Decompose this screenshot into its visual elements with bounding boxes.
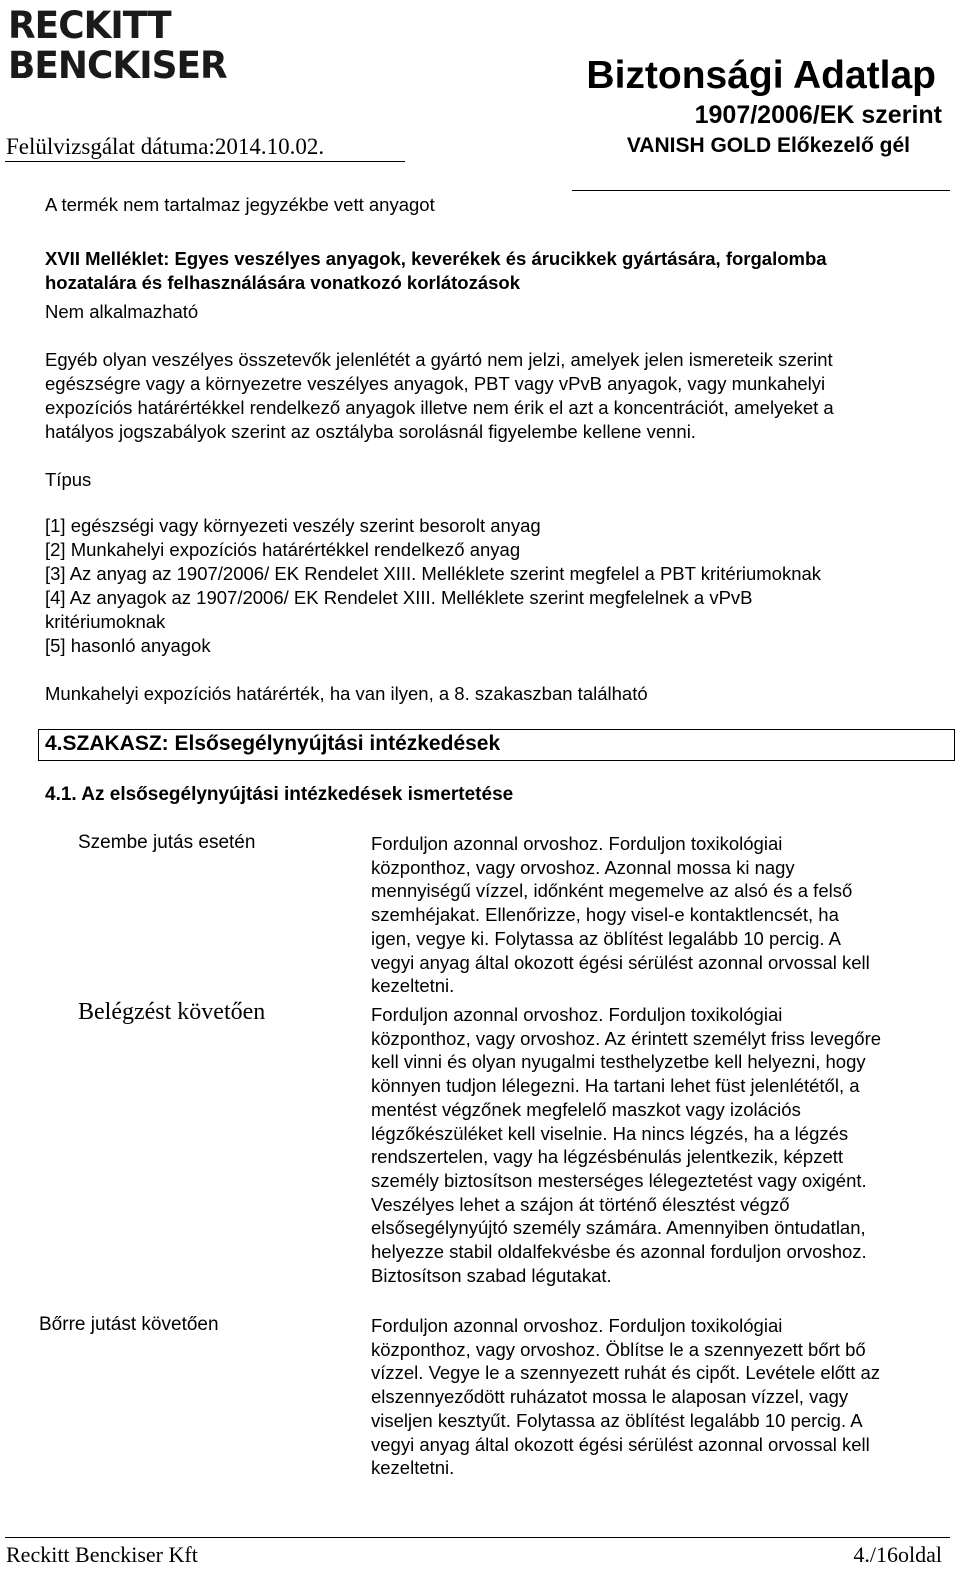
type-item: [2] Munkahelyi expozíciós határértékkel rendelkező anyag bbox=[45, 539, 521, 560]
inhalation-label: Belégzést követően bbox=[78, 999, 266, 1025]
product-name: VANISH GOLD Előkezelő gél bbox=[626, 134, 910, 157]
section-4-title: 4.SZAKASZ: Elsősegélynyújtási intézkedések bbox=[45, 732, 501, 755]
measure-line: vegyi anyag által okozott égési sérülést azonnal orvossal kell bbox=[371, 951, 870, 973]
measure-line: helyezze stabil oldalfekvésbe és azonnal forduljon orvoshoz. bbox=[371, 1241, 867, 1263]
revision-date: Felülvizsgálat dátuma:2014.10.02. bbox=[6, 134, 325, 159]
company-logo bbox=[8, 6, 233, 88]
measure-line: légzőkészüléket kell viselnie. Ha nincs légzés, ha a légzés bbox=[371, 1122, 849, 1144]
measure-line: igen, vegye ki. Folytassa az öblítést legalább 10 percig. A bbox=[371, 927, 841, 949]
measure-line: központhoz, vagy orvoshoz. Öblítse le a szennyezett bőrt bő bbox=[371, 1338, 866, 1360]
measure-line: személy biztosítson mesterséges lélegeztetést vagy oxigént. bbox=[371, 1169, 867, 1191]
measure-line: Veszélyes lehet a szájon át történő élesztést végző bbox=[371, 1193, 790, 1215]
measure-line: Biztosítson szabad légutakat. bbox=[371, 1264, 612, 1286]
type-item: [4] Az anyagok az 1907/2006/ EK Rendelet XIII. Melléklete szerint megfelelnek a vPvB bbox=[45, 587, 753, 608]
measure-line: központhoz, vagy orvoshoz. Az érintett személyt friss levegőre bbox=[371, 1027, 882, 1049]
paragraph-line: Egyéb olyan veszélyes összetevők jelenlétét a gyártó nem jelzi, amelyek jelen ismereteik szerint bbox=[45, 349, 833, 370]
footer-company: Reckitt Benckiser Kft bbox=[6, 1542, 198, 1567]
paragraph-line: expozíciós határértékkel rendelkező anyagok illetve nem érik el azt a koncentrációt, amelyeket a bbox=[45, 397, 834, 418]
skin-contact-label: Bőrre jutást követően bbox=[39, 1314, 219, 1335]
annex-status: Nem alkalmazható bbox=[45, 301, 199, 322]
type-list bbox=[45, 514, 821, 658]
type-heading: Típus bbox=[45, 469, 92, 490]
measure-line: rendszertelen, vagy ha légzésbénulás jelentkezik, képzett bbox=[371, 1146, 844, 1168]
measure-line: mentést végzőnek megfelelő maszkot vagy izolációs bbox=[371, 1098, 801, 1120]
measure-line: Forduljon azonnal orvoshoz. Forduljon toxikológiai bbox=[371, 1315, 783, 1336]
measure-line: kezeltetni. bbox=[371, 975, 455, 997]
logo-line-1: RECKITT bbox=[8, 4, 171, 47]
type-item: kritériumoknak bbox=[45, 611, 166, 632]
measure-line: Forduljon azonnal orvoshoz. Forduljon toxikológiai bbox=[371, 833, 783, 854]
header-divider-left bbox=[5, 161, 405, 162]
inhalation-text bbox=[371, 1003, 881, 1287]
subsection-4-1-title: 4.1. Az elsősegélynyújtási intézkedések ismertetése bbox=[45, 784, 514, 805]
measure-line: elszennyeződött ruházatot mossa le alaposan vízzel, vagy bbox=[371, 1386, 849, 1408]
measure-line: vízzel. Vegye le a szennyezett ruhát és cipőt. Levétele előtt az bbox=[371, 1362, 881, 1384]
eye-contact-label: Szembe jutás esetén bbox=[78, 832, 256, 853]
footer-page-number: 4./16oldal bbox=[853, 1542, 942, 1567]
measure-line: Forduljon azonnal orvoshoz. Forduljon toxikológiai bbox=[371, 1004, 783, 1025]
eye-contact-text bbox=[371, 832, 870, 998]
type-item: [5] hasonló anyagok bbox=[45, 635, 211, 656]
regulation-reference: 1907/2006/EK szerint bbox=[694, 101, 942, 129]
measure-line: könnyen tudjon lélegezni. Ha tartani lehet füst jelenlététől, a bbox=[371, 1075, 860, 1097]
other-components-paragraph bbox=[45, 348, 834, 444]
measure-line: vegyi anyag által okozott égési sérülést azonnal orvossal kell bbox=[371, 1433, 870, 1455]
annex-title-line-1: XVII Melléklet: Egyes veszélyes anyagok, keverékek és árucikkek gyártására, forgalomba bbox=[45, 248, 827, 269]
type-item: [1] egészségi vagy környezeti veszély szerint besorolt anyag bbox=[45, 515, 541, 536]
paragraph-line: hatályos jogszabályok szerint az osztályba sorolásnál figyelembe kellene venni. bbox=[45, 421, 696, 442]
logo-line-2: BENCKISER bbox=[8, 44, 227, 87]
measure-line: mennyiségű vízzel, időnként megemelve az alsó és a felső bbox=[371, 880, 853, 902]
not-listed-statement: A termék nem tartalmaz jegyzékbe vett anyagot bbox=[45, 194, 435, 215]
oel-note: Munkahelyi expozíciós határérték, ha van ilyen, a 8. szakaszban található bbox=[45, 683, 648, 704]
measure-line: kezeltetni. bbox=[371, 1457, 455, 1479]
paragraph-line: egészségre vagy a környezetre veszélyes anyagok, PBT vagy vPvB anyagok, vagy munkahelyi bbox=[45, 373, 826, 394]
header-divider-right bbox=[572, 190, 950, 191]
skin-contact-text bbox=[371, 1314, 880, 1480]
document-title: Biztonsági Adatlap bbox=[586, 54, 936, 97]
measure-line: viseljen kesztyűt. Folytassa az öblítést legalább 10 percig. A bbox=[371, 1409, 863, 1431]
footer-divider bbox=[5, 1537, 950, 1538]
measure-line: központhoz, vagy orvoshoz. Azonnal mossa ki nagy bbox=[371, 856, 795, 878]
measure-line: kell vinni és olyan nyugalmi testhelyzetbe kell helyezni, hogy bbox=[371, 1051, 866, 1073]
annex-title-line-2: hozatalára és felhasználására vonatkozó korlátozások bbox=[45, 272, 521, 293]
measure-line: elsősegélynyújtó személy számára. Amennyiben öntudatlan, bbox=[371, 1217, 866, 1239]
measure-line: szemhéjakat. Ellenőrizze, hogy visel-e kontaktlencsét, ha bbox=[371, 904, 839, 926]
type-item: [3] Az anyag az 1907/2006/ EK Rendelet XIII. Melléklete szerint megfelel a PBT kritériumoknak bbox=[45, 563, 822, 584]
